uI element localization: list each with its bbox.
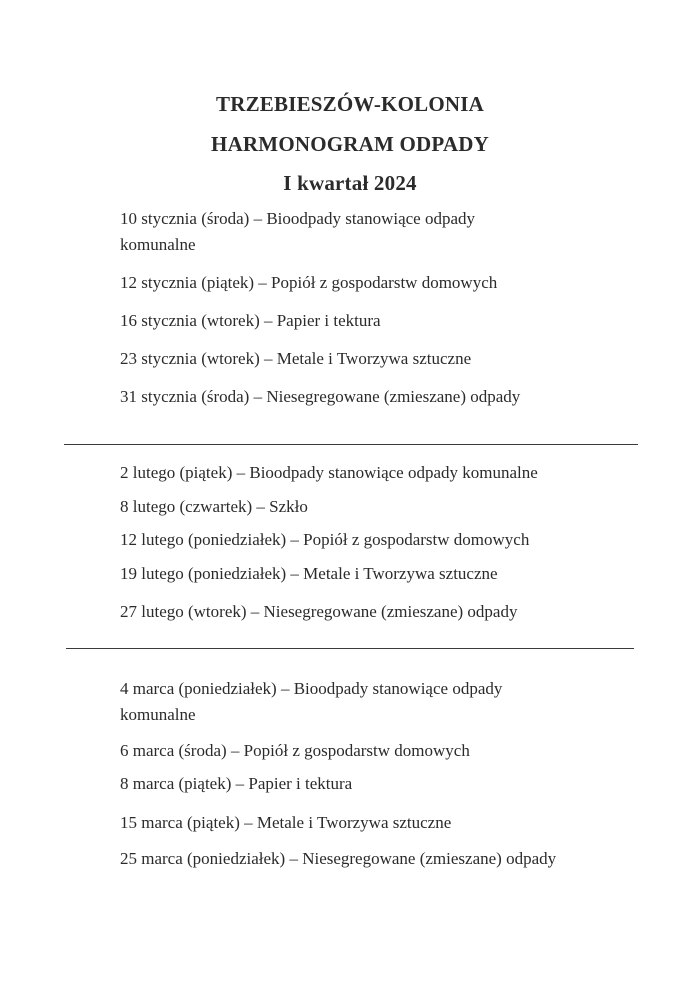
schedule-entry: 15 marca (piątek) – Metale i Tworzywa sztuczne [120, 813, 452, 832]
schedule-entry: 2 lutego (piątek) – Bioodpady stanowiące odpady komunalne [120, 463, 538, 482]
schedule-entry: 8 lutego (czwartek) – Szkło [120, 497, 308, 516]
schedule-entry: 19 lutego (poniedziałek) – Metale i Tworzywa sztuczne [120, 564, 498, 583]
schedule-title: HARMONOGRAM ODPADY [211, 132, 489, 156]
schedule-entry: 25 marca (poniedziałek) – Niesegregowane (zmieszane) odpady [120, 849, 557, 868]
schedule-entry: 8 marca (piątek) – Papier i tektura [120, 774, 353, 793]
schedule-entry: 6 marca (środa) – Popiół z gospodarstw domowych [120, 741, 470, 760]
section-divider [66, 648, 634, 649]
schedule-entry: 12 stycznia (piątek) – Popiół z gospodarstw domowych [120, 273, 498, 292]
period-subtitle: I kwartał 2024 [283, 171, 417, 195]
schedule-entry: 16 stycznia (wtorek) – Papier i tektura [120, 311, 381, 330]
schedule-entry: 23 stycznia (wtorek) – Metale i Tworzywa sztuczne [120, 349, 472, 368]
schedule-entry: 10 stycznia (środa) – Bioodpady stanowiące odpady komunalne [120, 209, 476, 254]
schedule-entry: 31 stycznia (środa) – Niesegregowane (zmieszane) odpady [120, 387, 521, 406]
location-heading: TRZEBIESZÓW-KOLONIA [216, 92, 484, 116]
section-divider [64, 444, 638, 445]
schedule-entry: 12 lutego (poniedziałek) – Popiół z gospodarstw domowych [120, 530, 530, 549]
schedule-entry: 27 lutego (wtorek) – Niesegregowane (zmieszane) odpady [120, 602, 518, 621]
schedule-entry: 4 marca (poniedziałek) – Bioodpady stanowiące odpady komunalne [120, 679, 503, 724]
